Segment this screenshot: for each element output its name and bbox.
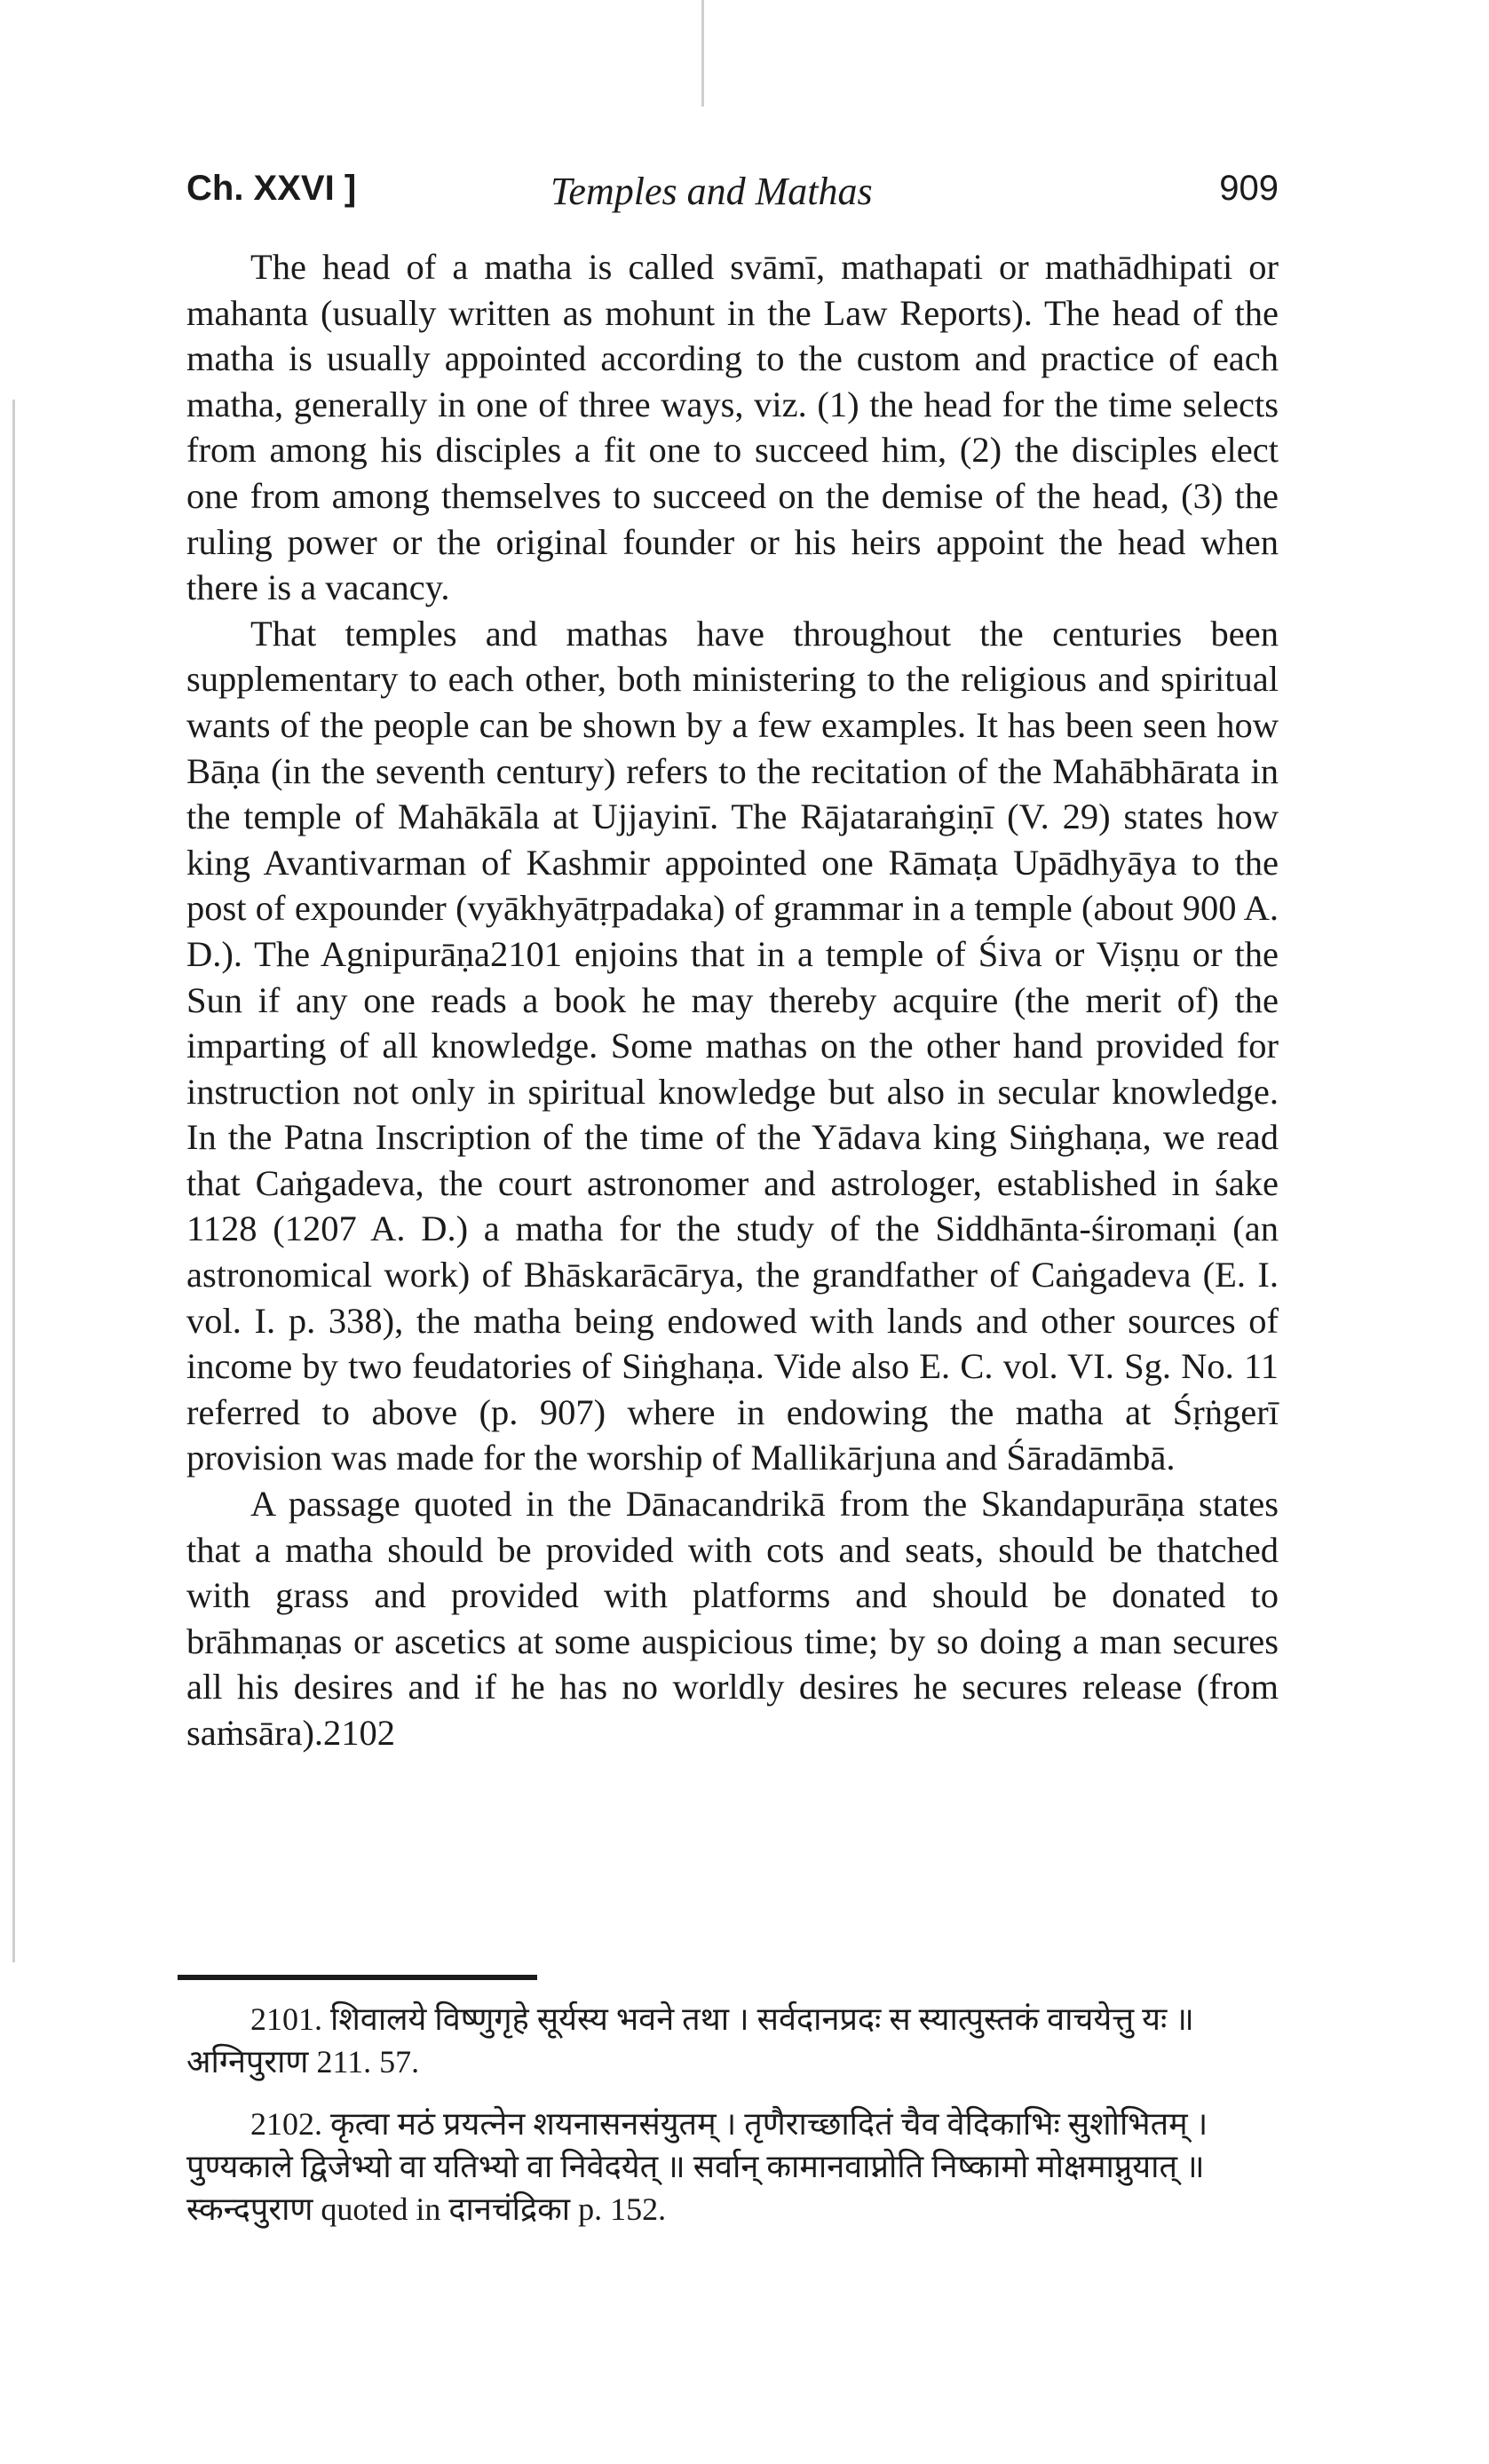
paragraph-skandapurana: A passage quoted in the Dānacandrikā from the Skandapurāṇa states that a matha should be provided with cots and seats, should be thatched with grass and provided with platforms and should be donated to brāhmaṇas or ascetics at some auspicious time; by so doing a man secures all his desires and if he has no worldly desires he secures release (from saṁsāra).2102 — [186, 1484, 1279, 1753]
paragraph-head-of-matha: The head of a matha is called svāmī, mathapati or mathādhipati or mahanta (usually written as mohunt in the Law Reports). The head of the matha is usually appointed according to the custom and practice of each matha, generally in one of three ways, viz. (1) the head for the time selects from among his disciples a fit one to succeed him, (2) the disciples elect one from among themselves to succeed on the demise of the head, (3) the ruling power or the original founder or his heirs appoint the head when there is a vacancy. — [186, 247, 1279, 608]
margin-line-left — [12, 400, 15, 1962]
chapter-label: Ch. XXVI ] — [186, 169, 357, 208]
footnote-separator — [178, 1975, 537, 1980]
running-header — [186, 169, 1279, 222]
footnote-2102: 2102. कृत्वा मठं प्रयत्नेन शयनासनसंयुतम् । तृणैराच्छादितं चैव वेदिकाभिः सुशोभितम् । पुण्यकाले द्विजेभ्यो वा यतिभ्यो वा निवेदयेत् ॥ सर्वान् कामानवाप्नोति निष्कामो मोक्षमाप्नुयात् ॥ स्कन्दपुराण quoted in दानचंद्रिका p. 152. — [186, 2106, 1208, 2227]
paragraph-temples-and-mathas: That temples and mathas have throughout the centuries been supplementary to each other, both ministering to the religious and spiritual wants of the people can be shown by a few examples. It has been seen how Bāṇa (in the seventh century) refers to the recitation of the Mahābhārata in the temple of Mahākāla at Ujjayinī. The Rājataraṅgiṇī (V. 29) states how king Avantivarman of Kashmir appointed one Rāmaṭa Upādhyāya to the post of expounder (vyākhyātṛpadaka) of grammar in a temple (about 900 A. D.). The Agnipurāṇa2101 enjoins that in a temple of Śiva or Viṣṇu or the Sun if any one reads a book he may thereby acquire (the merit of) the imparting of all knowledge. Some mathas on the other hand provided for instruction not only in spiritual knowledge but also in secular knowledge. In the Patna Inscription of the time of the Yādava king Siṅghaṇa, we read that Caṅgadeva, the court astronomer and astrologer, established in śake 1128 (1207 A. D.) a matha for the study of the Siddhānta-śiromaṇi (an astronomical work) of Bhāskarācārya, the grandfather of Caṅgadeva (E. I. vol. I. p. 338), the matha being endowed with lands and other sources of income by two feudatories of Siṅghaṇa. Vide also E. C. vol. VI. Sg. No. 11 referred to above (p. 907) where in endowing the matha at Śṛṅgerī provision was made for the worship of Mallikārjuna and Śāradāmbā. — [186, 613, 1279, 1478]
page-number: 909 — [1219, 169, 1279, 208]
footnotes — [186, 1998, 1279, 2250]
margin-line-top — [701, 0, 704, 107]
footnote-2101: 2101. शिवालये विष्णुगृहे सूर्यस्य भवने तथा । सर्वदानप्रदः स स्यात्पुस्तकं वाचयेत्तु यः ॥ अग्निपुराण 211. 57. — [186, 2001, 1194, 2080]
page-title: Temples and Mathas — [550, 170, 873, 213]
main-text — [186, 244, 1279, 1756]
